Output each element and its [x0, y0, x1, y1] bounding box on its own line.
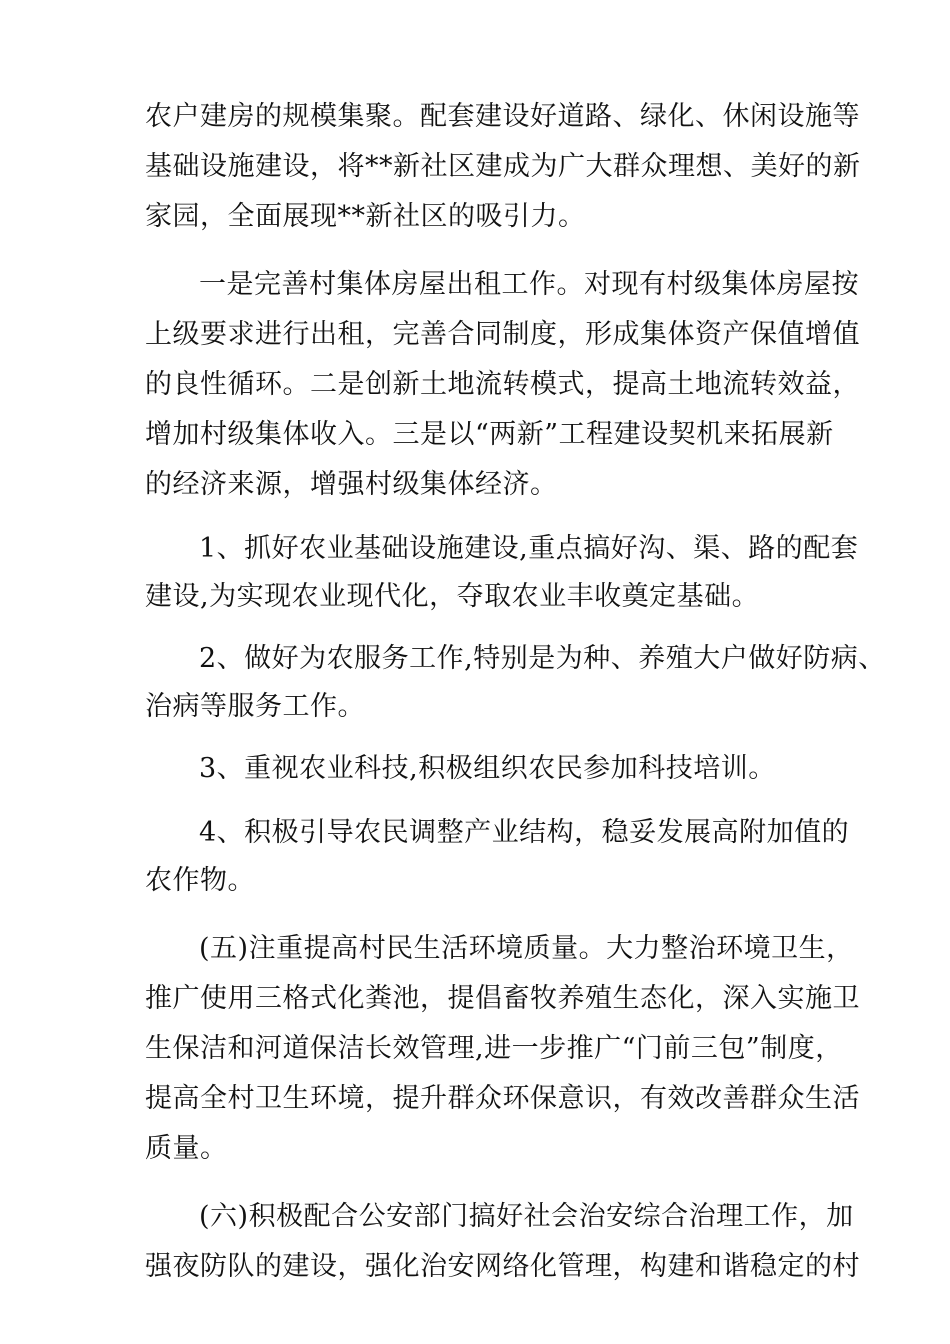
paragraph-6-line-2: 农作物。 — [145, 865, 255, 896]
paragraph-8-line-1: (六)积极配合公安部门搞好社会治安综合治理工作，加 — [199, 1201, 854, 1232]
paragraph-3-line-2: 建设,为实现农业现代化，夺取农业丰收奠定基础。 — [145, 581, 760, 612]
paragraph-2-line-2: 上级要求进行出租，完善合同制度，形成集体资产保值增值 — [145, 319, 860, 350]
paragraph-8-line-2: 强夜防队的建设，强化治安网络化管理，构建和谐稳定的村 — [145, 1251, 860, 1282]
paragraph-7-line-5: 质量。 — [145, 1133, 228, 1164]
paragraph-1-line-3: 家园，全面展现**新社区的吸引力。 — [145, 201, 586, 232]
paragraph-2-line-4: 增加村级集体收入。三是以“两新”工程建设契机来拓展新 — [145, 419, 834, 450]
paragraph-7-line-3: 生保洁和河道保洁长效管理,进一步推广“门前三包”制度， — [145, 1033, 843, 1064]
paragraph-1-line-2: 基础设施建设，将**新社区建成为广大群众理想、美好的新 — [145, 151, 861, 182]
paragraph-7-line-1: (五)注重提高村民生活环境质量。大力整治环境卫生， — [199, 933, 854, 964]
paragraph-7-line-2: 推广使用三格式化粪池，提倡畜牧养殖生态化，深入实施卫 — [145, 983, 860, 1014]
paragraph-4-line-1: 2、做好为农服务工作,特别是为种、养殖大户做好防病、 — [199, 643, 886, 674]
paragraph-4-line-2: 治病等服务工作。 — [145, 691, 365, 722]
paragraph-3-line-1: 1、抓好农业基础设施建设,重点搞好沟、渠、路的配套 — [199, 533, 859, 564]
paragraph-2-line-1: 一是完善村集体房屋出租工作。对现有村级集体房屋按 — [199, 269, 859, 300]
paragraph-1-line-1: 农户建房的规模集聚。配套建设好道路、绿化、休闲设施等 — [145, 101, 860, 132]
paragraph-2-line-5: 的经济来源，增强村级集体经济。 — [145, 469, 558, 500]
paragraph-2-line-3: 的良性循环。二是创新土地流转模式，提高土地流转效益， — [145, 369, 860, 400]
paragraph-7-line-4: 提高全村卫生环境，提升群众环保意识，有效改善群众生活 — [145, 1083, 860, 1114]
paragraph-5-line-1: 3、重视农业科技,积极组织农民参加科技培训。 — [199, 753, 776, 784]
paragraph-6-line-1: 4、积极引导农民调整产业结构，稳妥发展高附加值的 — [199, 817, 850, 848]
